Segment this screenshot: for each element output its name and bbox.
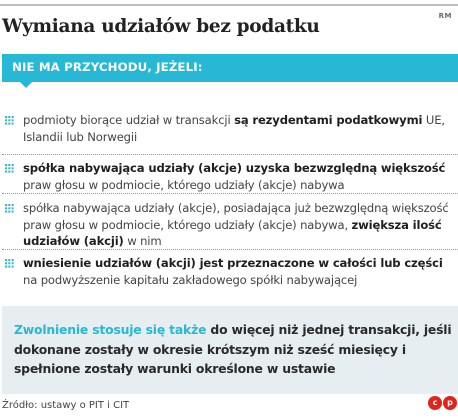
list-item-part: w nim — [123, 234, 162, 248]
callout-box — [2, 306, 458, 394]
divider — [2, 154, 458, 155]
list-item-part: podmioty biorące udział w transakcji — [23, 113, 235, 127]
condition-banner: NIE MA PRZYCHODU, JEŻELI: — [2, 54, 458, 82]
divider — [2, 193, 458, 194]
list-item-emphasis: są rezydentami podatkowymi — [234, 113, 423, 127]
list-item-part: praw głosu w podmiocie, którego udziały (akcje) nabywa — [23, 177, 345, 192]
source-note: Źródło: ustawy o PIT i CIT — [2, 400, 130, 411]
dotted-grid-icon — [5, 116, 14, 125]
logo-c-icon: c — [428, 396, 442, 410]
dotted-grid-icon — [5, 259, 14, 268]
list-item-text — [23, 200, 451, 250]
list-item-part: na podwyższenie kapitału zakładowego spółki nabywającej — [23, 272, 358, 287]
banner-pointer — [20, 82, 32, 88]
list-item-part: spółka nabywająca udziały (akcje), posiadająca już bezwzględną większość praw głosu w podmiocie, którego udziały (akcje) nabywa, — [23, 201, 449, 232]
dotted-grid-icon — [5, 164, 14, 173]
logo-p-icon: p — [443, 396, 457, 410]
list-item-text — [23, 160, 451, 193]
list-item-text — [23, 112, 451, 145]
list-item-emphasis: wniesienie udziałów (akcji) jest przeznaczone w całości lub części — [23, 256, 443, 270]
callout-body: do więcej niż jednej transakcji, jeśli dokonane zostały w okresie krótszym niż sześć miesięcy i spełnione zostały warunki określone w ustawie — [14, 322, 452, 376]
list-item-emphasis: zwiększa ilość udziałów (akcji) — [23, 217, 442, 248]
top-rule — [0, 4, 458, 6]
list-item-text — [23, 255, 451, 288]
list-item-part: UE, Islandii lub Norwegii — [23, 113, 445, 144]
callout-highlight: Zwolnienie stosuje się także — [14, 322, 207, 337]
divider — [2, 249, 458, 250]
dotted-grid-icon — [5, 204, 14, 213]
list-item-emphasis: spółka nabywająca udziały (akcje) uzyska bezwzględną większość — [23, 161, 446, 175]
author-initials: RM — [438, 12, 452, 20]
page-title: Wymiana udziałów bez podatku — [2, 16, 320, 37]
callout-text — [14, 320, 452, 379]
